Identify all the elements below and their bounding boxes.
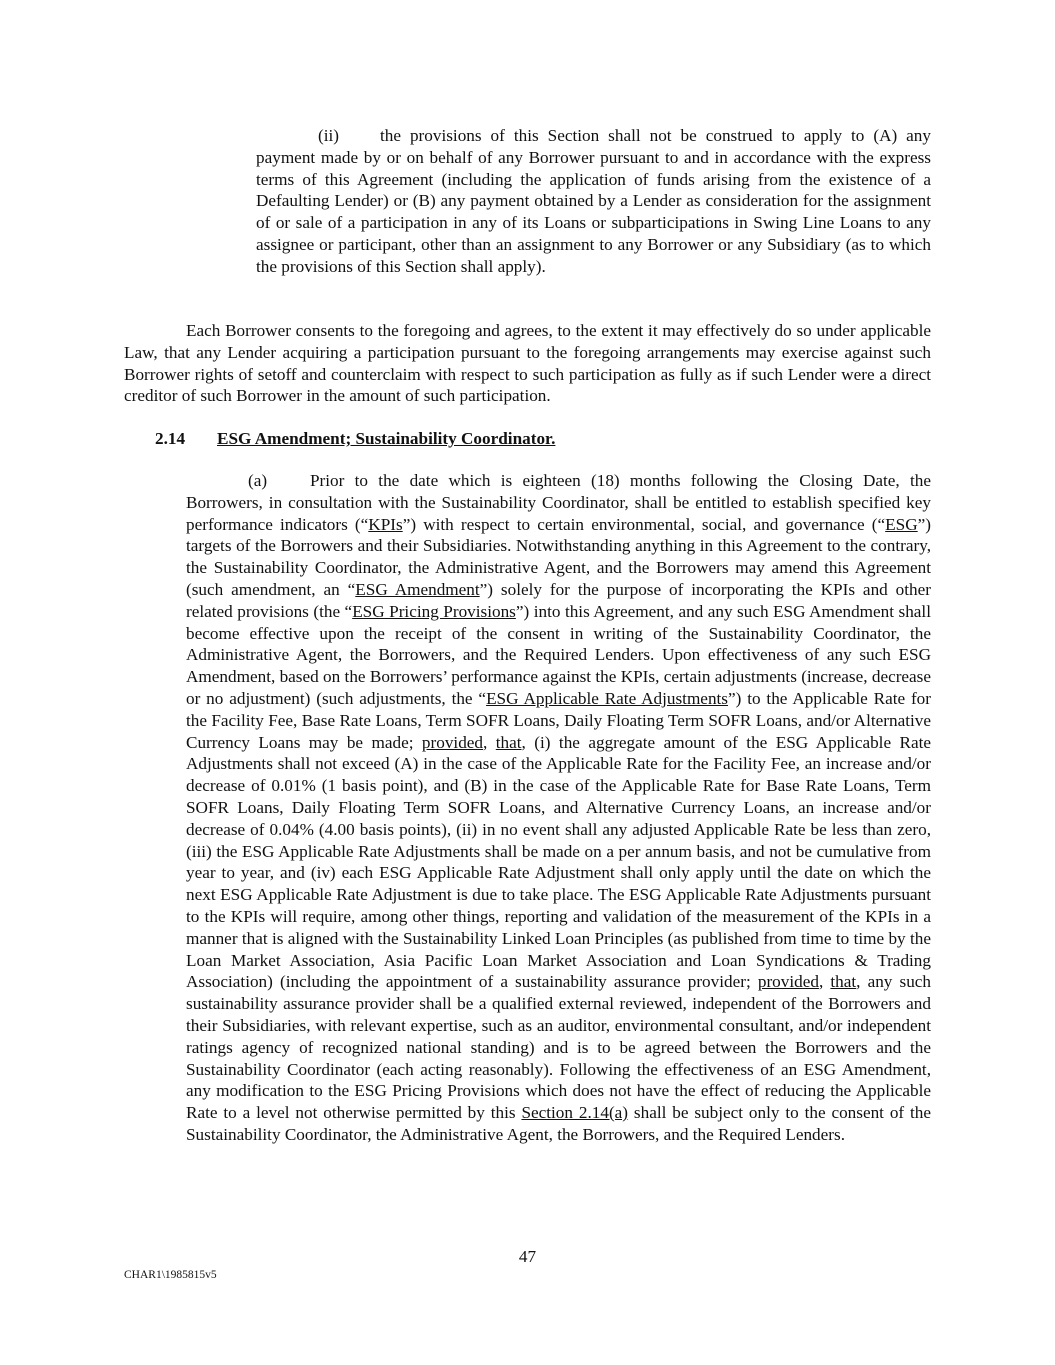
paragraph-a bbox=[186, 470, 931, 1146]
text-segment: , (i) the aggregate amount of the ESG Applicable Rate Adjustments shall not exceed (A) in the case of the Applicable Rate for the Facility Fee, an increase and/or decrease of 0.01% (1 basis point), and (B) in the case of the Applicable Rate for Base Rate Loans, Term SOFR Loans, Daily Floating Term SOFR Loans, and Alternative Currency Loans, an increase and/or decrease of 0.04% (4.00 basis points), (ii) in no event shall any adjusted Applicable Rate be less than zero, (iii) the ESG Applicable Rate Adjustments shall be made on a per annum basis, and not be cumulative from year to year, and (iv) each ESG Applicable Rate Adjustment shall only apply until the date on which the next ESG Applicable Rate Adjustment is due to take place. The ESG Applicable Rate Adjustments pursuant to the KPIs will require, among other things, reporting and validation of the measurement of the KPIs in a manner that is aligned with the Sustainability Linked Loan Principles (as published from time to time by the Loan Market Association, Asia Pacific Loan Market Association and Loan Syndications & Trading Association) (including the appointment of a sustainability assurance provider; bbox=[186, 732, 932, 992]
underlined-that: that bbox=[495, 732, 522, 752]
defined-term-esg-amendment: ESG Amendment bbox=[355, 579, 480, 599]
text-segment: Prior to the date which is eighteen (18) months following the Closing Date, the Borrowers, in consultation with the Sustainability Coordinator, shall be entitled to establish specified key performance indicators (“ bbox=[186, 471, 931, 534]
defined-term-kpis: KPIs bbox=[368, 514, 403, 534]
underlined-provided: provided bbox=[421, 732, 484, 752]
text-segment: , any such sustainability assurance provider shall be a qualified external reviewed, independent of the Borrowers and their Subsidiaries, with relevant expertise, such as an auditor, environmental consultant, and/or independent ratings agency of recognized national standing) and is to be agreed between the Borrowers and the Sustainability Coordinator (each acting reasonably). Following the effectiveness of an ESG Amendment, any modification to the ESG Pricing Provisions which does not have the effect of reducing the Applicable Rate to a level not otherwise permitted by this bbox=[186, 972, 932, 1123]
text-segment: ”) into this Agreement, and any such ESG Amendment shall become effective upon the receipt of the consent in writing of the Sustainability Coordinator, the Administrative Agent, the Borrowers, and the Required Lenders. Upon effectiveness of any such ESG Amendment, based on the Borrowers’ performance against the KPIs, certain adjustments (increase, decrease or no adjustment) (such adjustments, the “ bbox=[186, 601, 931, 708]
section-number: 2.14 bbox=[155, 429, 186, 448]
defined-term-esg: ESG bbox=[885, 514, 918, 534]
section-heading bbox=[155, 428, 555, 450]
document-id: CHAR1\1985815v5 bbox=[124, 1269, 217, 1281]
paragraph-ii-label: (ii) bbox=[318, 126, 339, 145]
text-segment: ”) targets of the Borrowers and their Subsidiaries. Notwithstanding anything in this Agreement to the contrary, the Sustainability Coordinator, the Administrative Agent, and the Borrowers may amend this Agreement (such amendment, an “ bbox=[186, 514, 932, 599]
defined-term-esg-pricing-provisions: ESG Pricing Provisions bbox=[352, 601, 516, 621]
text-segment: , bbox=[483, 732, 496, 752]
page-number: 47 bbox=[518, 1247, 537, 1266]
text-segment: ”) to the Applicable Rate for the Facility Fee, Base Rate Loans, Term SOFR Loans, Daily Floating Term SOFR Loans, and/or Alternative Currency Loans may be made; bbox=[186, 688, 931, 752]
defined-term-esg-rate-adjustments: ESG Applicable Rate Adjustments bbox=[486, 688, 728, 708]
underlined-provided: provided bbox=[757, 972, 819, 992]
text-segment: ”) with respect to certain environmental, social, and governance (“ bbox=[402, 514, 886, 534]
text-segment: , bbox=[818, 972, 831, 992]
section-reference: Section 2.14(a) bbox=[521, 1103, 629, 1123]
paragraph-ii-text: the provisions of this Section shall not be construed to apply to (A) any payment made by or on behalf of any Borrower pursuant to and in accordance with the express terms of this Agreement (including the application of funds arising from the existence of a Defaulting Lender) or (B) any payment obtained by a Lender as consideration for the assignment of or sale of a participation in any of its Loans or subparticipations in Swing Line Loans to any assignee or participant, other than an assignment to any Borrower or any Subsidiary (as to which the provisions of this Section shall apply). bbox=[256, 126, 931, 276]
paragraph-borrower-consent: Each Borrower consents to the foregoing and agrees, to the extent it may effectively do so under applicable Law, that any Lender acquiring a participation pursuant to the foregoing arrangements may exercise against such Borrower rights of setoff and counterclaim with respect to such participation as fully as if such Lender were a direct creditor of such Borrower in the amount of such participation. bbox=[124, 321, 931, 406]
text-segment: shall be subject only to the consent of the Sustainability Coordinator, the Administrative Agent, the Borrowers, and the Required Lenders. bbox=[186, 1103, 932, 1144]
underlined-that: that bbox=[830, 972, 857, 992]
section-title: ESG Amendment; Sustainability Coordinator. bbox=[217, 429, 556, 448]
text-segment: ”) solely for the purpose of incorporating the KPIs and other related provisions (the “ bbox=[186, 579, 931, 621]
paragraph-a-label: (a) bbox=[248, 471, 268, 490]
paragraph-ii bbox=[256, 125, 931, 278]
